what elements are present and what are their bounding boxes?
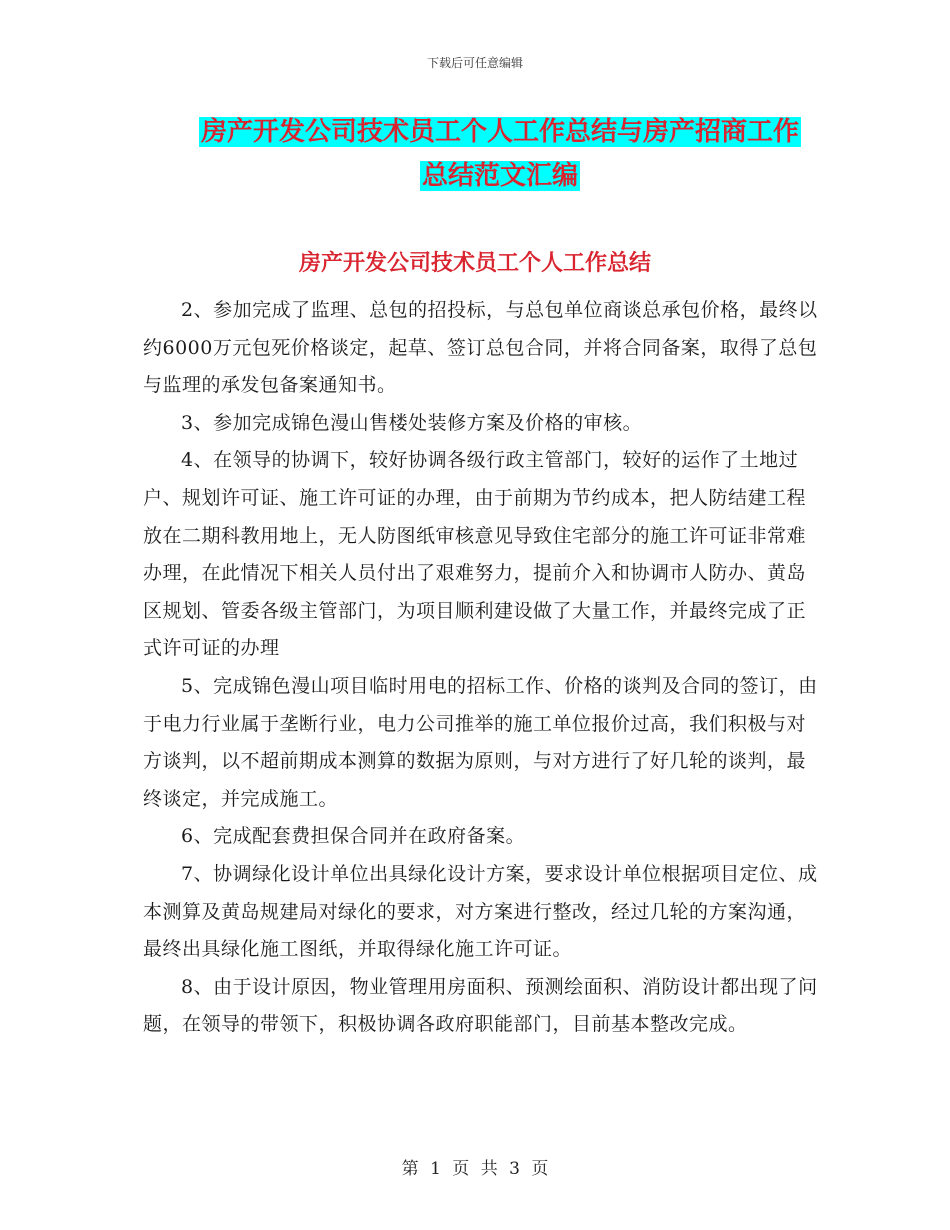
paragraph-3: 3、参加完成锦色漫山售楼处装修方案及价格的审核。 xyxy=(181,411,643,434)
document-title-line-1: 房产开发公司技术员工个人工作总结与房产招商工作 xyxy=(200,117,799,147)
paragraph-6: 6、完成配套费担保合同并在政府备案。 xyxy=(181,825,526,848)
document-title-line-2: 总结范文汇编 xyxy=(421,161,578,191)
body-text xyxy=(143,292,823,1044)
paragraph-2: 2、参加完成了监理、总包的招投标，与总包单位商谈总承包价格，最终以约6000万元包死价格谈定，起草、签订总包合同，并将合同备案，取得了总包与监理的承发包备案通知书。 xyxy=(143,299,818,397)
paragraph-8: 8、由于设计原因，物业管理用房面积、预测绘面积、消防设计都出现了问题，在领导的带领下，积极协调各政府职能部门，目前基本整改完成。 xyxy=(143,975,818,1036)
paragraph-7: 7、协调绿化设计单位出具绿化设计方案，要求设计单位根据项目定位、成本测算及黄岛规建局对绿化的要求，对方案进行整改，经过几轮的方案沟通，最终出具绿化施工图纸，并取得绿化施工许可证。 xyxy=(143,862,818,961)
header-note: 下载后可任意编辑 xyxy=(426,56,523,70)
paragraph-5: 5、完成锦色漫山项目临时用电的招标工作、价格的谈判及合同的签订，由于电力行业属于垄断行业，电力公司推举的施工单位报价过高，我们积极与对方谈判，以不超前期成本测算的数据为原则，与对方进行了好几轮的谈判，最终谈定，并完成施工。 xyxy=(143,674,818,810)
document-title xyxy=(120,110,880,198)
paragraph-4: 4、在领导的协调下，较好协调各级行政主管部门，较好的运作了土地过户、规划许可证、施工许可证的办理，由于前期为节约成本，把人防结建工程放在二期科教用地上，无人防图纸审核意见导致住宅部分的施工许可证非常难办理，在此情况下相关人员付出了艰难努力，提前介入和协调市人防办、黄岛区规划、管委各级主管部门，为项目顺利建设做了大量工作，并最终完成了正式许可证的办理 xyxy=(143,449,807,660)
section-title: 房产开发公司技术员工个人工作总结 xyxy=(298,251,651,276)
page-footer: 第 1 页 共 3 页 xyxy=(401,1159,549,1179)
